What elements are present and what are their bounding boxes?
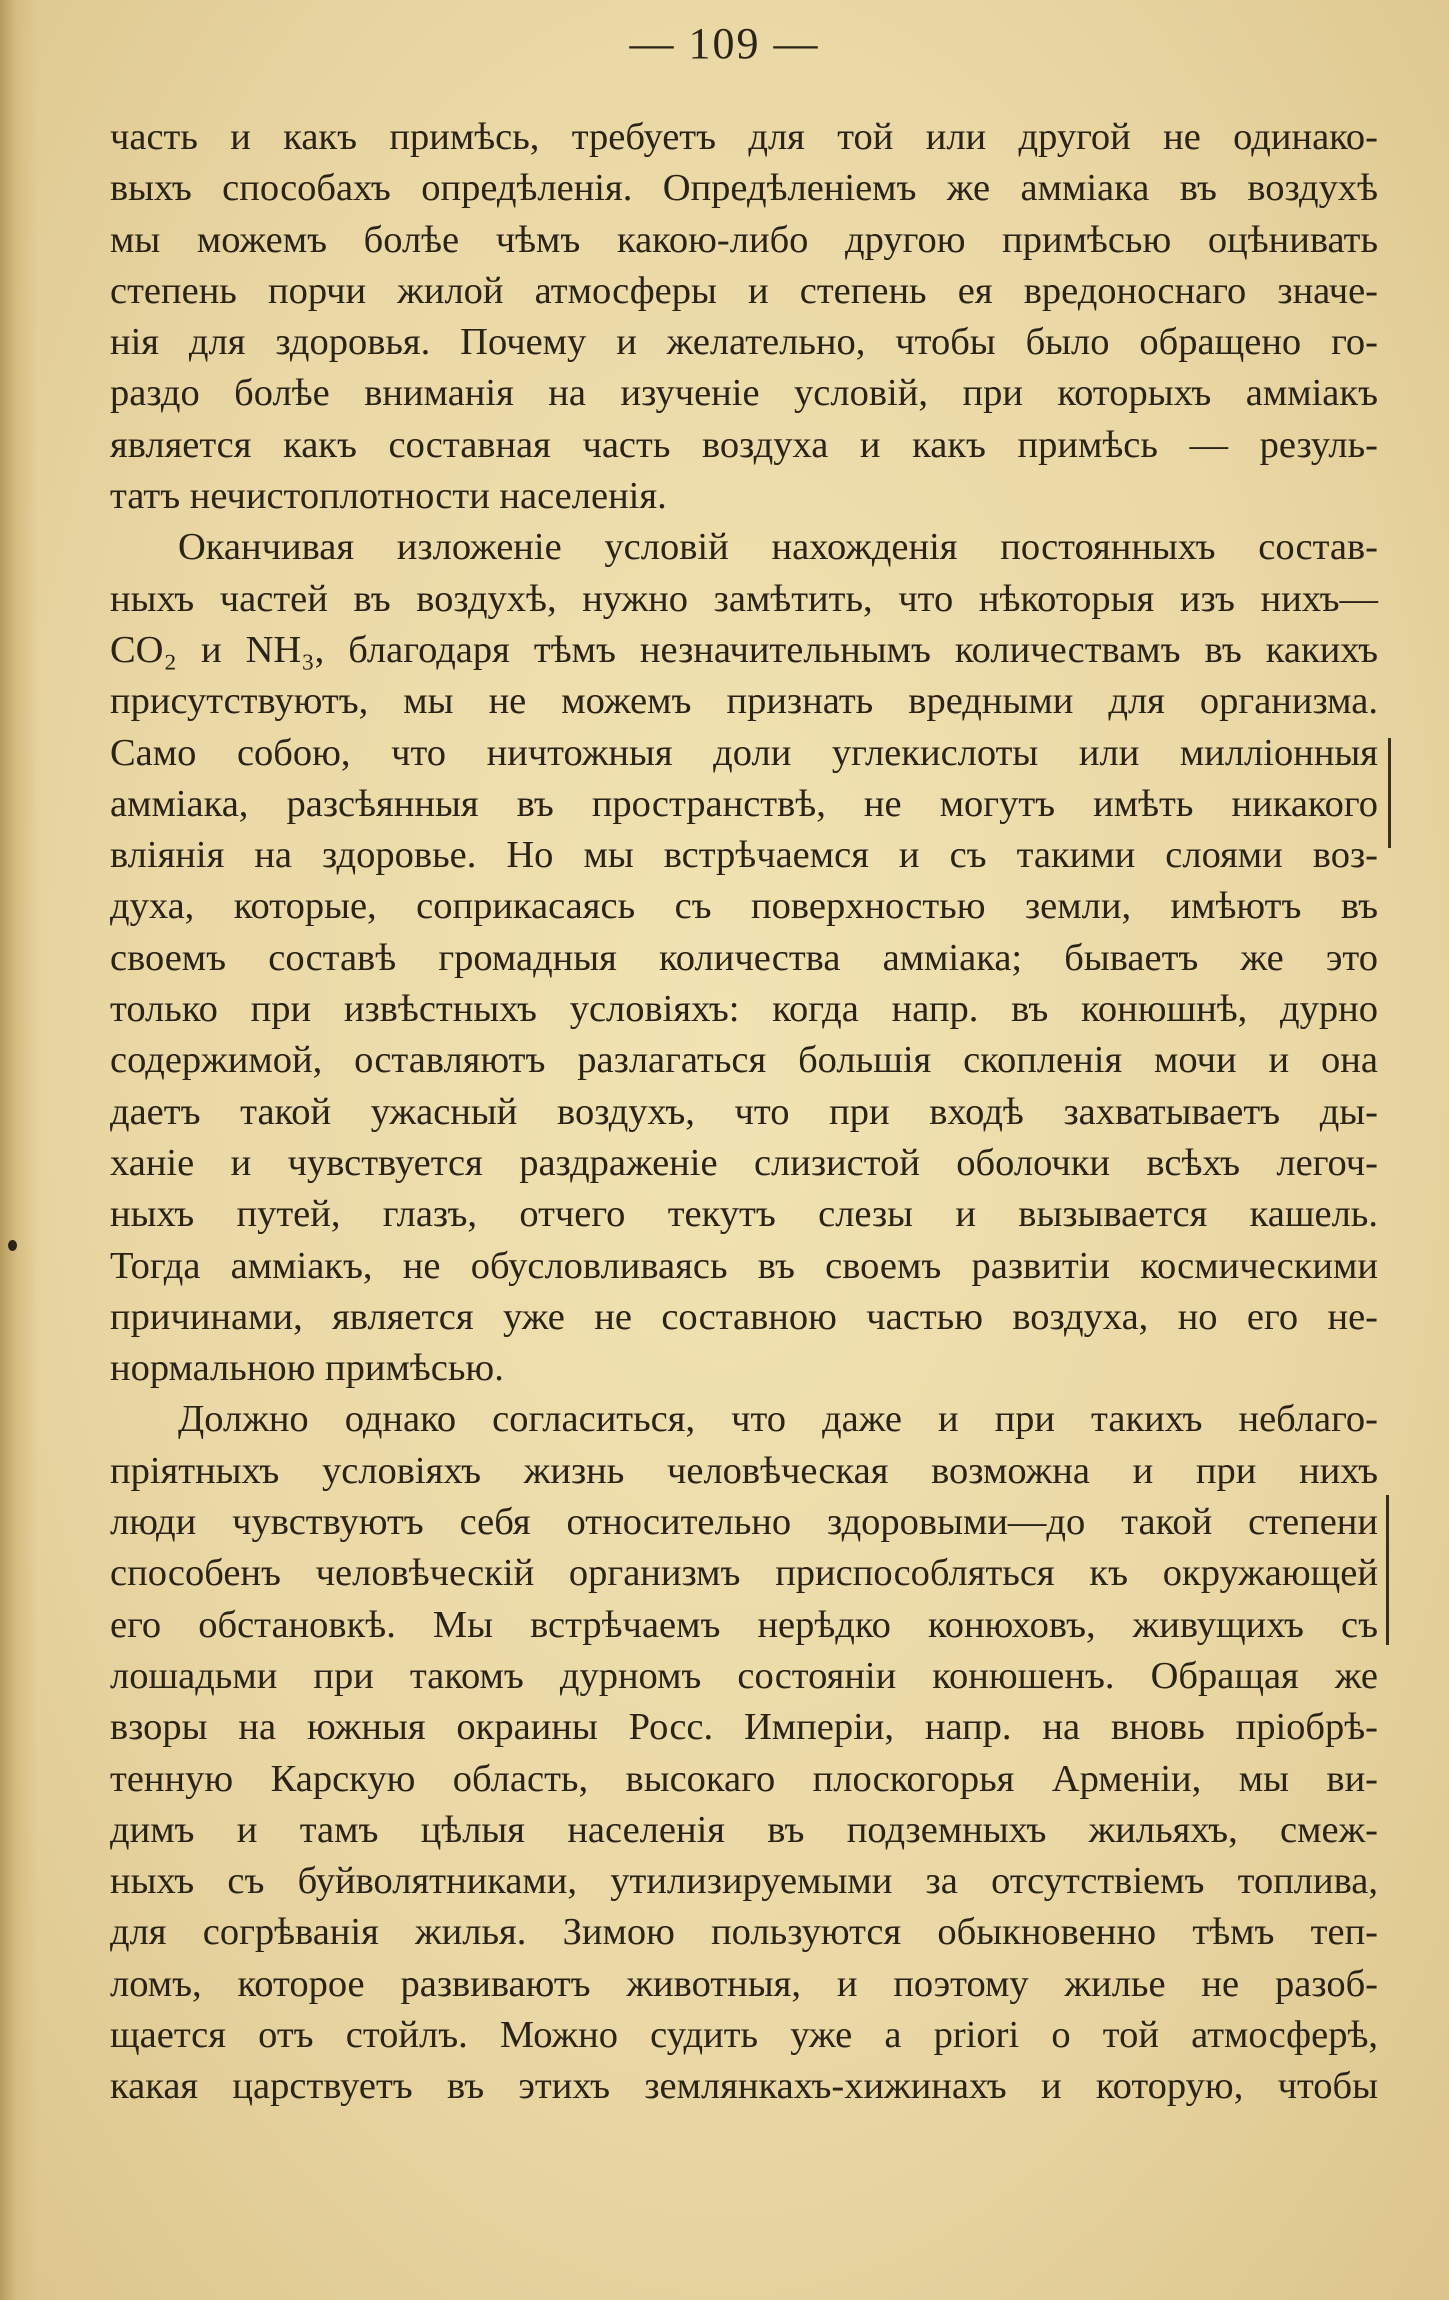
text-line: какая царствуетъ въ этихъ землянкахъ-хижинахъ и которую, чтобы bbox=[110, 2065, 1378, 2108]
text-line: ханіе и чувствуется раздраженіе слизистой оболочки всѣхъ легоч- bbox=[110, 1141, 1378, 1184]
body-text bbox=[110, 112, 1378, 2113]
margin-mark-1 bbox=[1388, 738, 1391, 848]
margin-mark-2 bbox=[1386, 1495, 1389, 1645]
text-line: нія для здоровья. Почему и желательно, чтобы было обращено го- bbox=[110, 321, 1378, 364]
binding-shadow bbox=[0, 0, 38, 2300]
text-line: люди чувствуютъ себя относительно здоровыми—до такой степени bbox=[110, 1501, 1378, 1544]
text-line: пріятныхъ условіяхъ жизнь человѣческая возможна и при нихъ bbox=[110, 1449, 1378, 1492]
text-line: степень порчи жилой атмосферы и степень ея вредоноснаго значе- bbox=[110, 269, 1378, 312]
text-line: CO₂ и NH₃, благодаря тѣмъ незначительнымъ количествамъ въ какихъ bbox=[110, 628, 1378, 671]
text-line: татъ нечистоплотности населенія. bbox=[110, 475, 667, 518]
text-line: нормальною примѣсью. bbox=[110, 1347, 504, 1390]
text-line: димъ и тамъ цѣлыя населенія въ подземныхъ жильяхъ, смеж- bbox=[110, 1808, 1378, 1851]
text-line: вліянія на здоровье. Но мы встрѣчаемся и съ такими слоями воз- bbox=[110, 834, 1378, 877]
text-line: Само собою, что ничтожныя доли углекислоты или милліонныя bbox=[110, 731, 1378, 774]
text-line: духа, которые, соприкасаясь съ поверхностью земли, имѣютъ въ bbox=[110, 885, 1378, 928]
text-line: часть и какъ примѣсь, требуетъ для той или другой не одинако- bbox=[110, 116, 1378, 158]
text-line: раздо болѣе вниманія на изученіе условій, при которыхъ амміакъ bbox=[110, 372, 1378, 415]
page-number: — 109 — bbox=[629, 19, 820, 68]
text-line: ныхъ съ буйволятниками, утилизируемыми за отсутствіемъ топлива, bbox=[110, 1860, 1378, 1903]
text-line: Оканчивая изложеніе условій нахожденія постоянныхъ состав- bbox=[178, 526, 1378, 569]
text-line: тенную Карскую область, высокаго плоскогорья Арменіи, мы ви- bbox=[110, 1757, 1378, 1800]
text-line: ломъ, которое развиваютъ животныя, и поэтому жилье не разоб- bbox=[110, 1962, 1378, 2005]
text-line: только при извѣстныхъ условіяхъ: когда напр. въ конюшнѣ, дурно bbox=[110, 988, 1378, 1031]
text-line: способенъ человѣческій организмъ приспособляться къ окружающей bbox=[110, 1552, 1378, 1595]
text-line: для согрѣванія жилья. Зимою пользуются обыкновенно тѣмъ теп- bbox=[110, 1911, 1378, 1954]
text-line: мы можемъ болѣе чѣмъ какою-либо другою примѣсью оцѣнивать bbox=[110, 218, 1378, 261]
text-line: Должно однако согласиться, что даже и при такихъ неблаго- bbox=[178, 1398, 1378, 1441]
text-line: даетъ такой ужасный воздухъ, что при входѣ захватываетъ ды- bbox=[110, 1090, 1378, 1133]
text-line: является какъ составная часть воздуха и какъ примѣсь — резуль- bbox=[110, 423, 1378, 466]
text-line: ныхъ путей, глазъ, отчего текутъ слезы и вызывается кашель. bbox=[110, 1193, 1378, 1236]
text-line: ныхъ частей въ воздухѣ, нужно замѣтить, что нѣкоторыя изъ нихъ— bbox=[110, 577, 1378, 620]
text-line: его обстановкѣ. Мы встрѣчаемъ нерѣдко конюховъ, живущихъ съ bbox=[110, 1603, 1378, 1646]
text-line: лошадьми при такомъ дурномъ состояніи конюшенъ. Обращая же bbox=[110, 1654, 1378, 1697]
text-line: Тогда амміакъ, не обусловливаясь въ своемъ развитіи космическими bbox=[110, 1244, 1378, 1287]
text-line: амміака, разсѣянныя въ пространствѣ, не могутъ имѣть никакого bbox=[110, 782, 1378, 825]
text-line: своемъ составѣ громадныя количества амміака; бываетъ же это bbox=[110, 936, 1378, 979]
text-line: содержимой, оставляютъ разлагаться большія скопленія мочи и она bbox=[110, 1039, 1378, 1082]
text-line: выхъ способахъ опредѣленія. Опредѣленіемъ же амміака въ воздухѣ bbox=[110, 167, 1378, 210]
text-line: щается отъ стойлъ. Можно судить уже a priori о той атмосферѣ, bbox=[110, 2013, 1378, 2056]
margin-dot bbox=[8, 1240, 17, 1251]
text-line: причинами, является уже не составною частью воздуха, но его не- bbox=[110, 1295, 1378, 1338]
text-line: присутствуютъ, мы не можемъ признать вредными для организма. bbox=[110, 680, 1378, 723]
text-line: взоры на южныя окраины Росс. Имперіи, напр. на вновь пріобрѣ- bbox=[110, 1706, 1378, 1749]
